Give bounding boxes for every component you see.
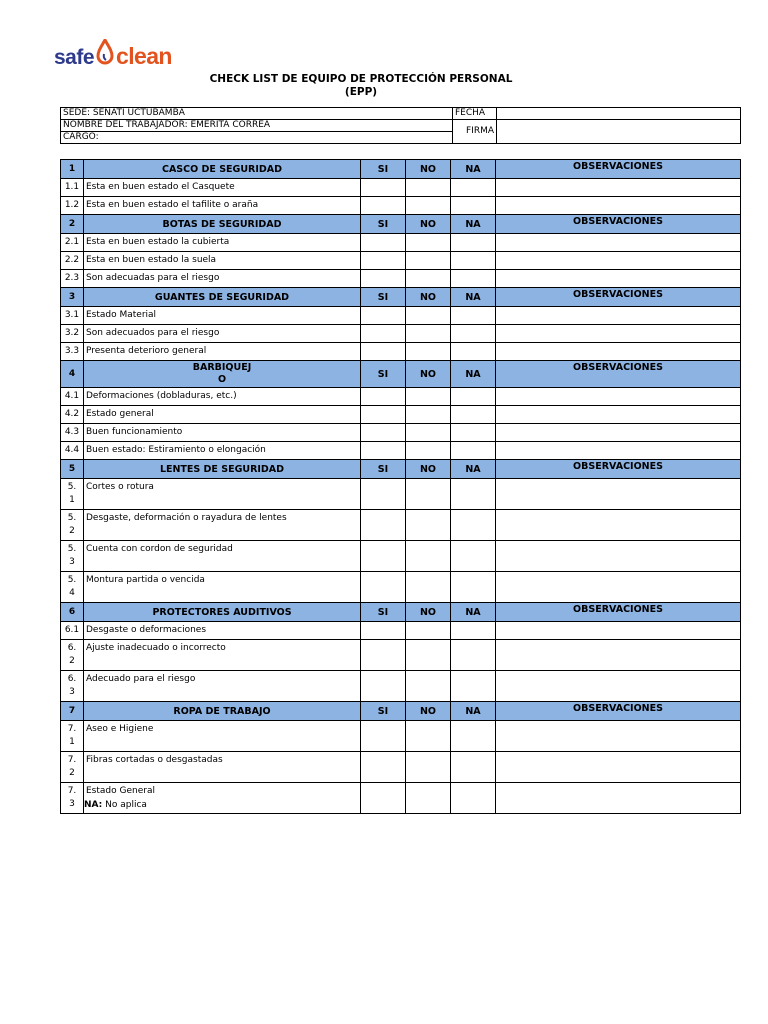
si-header: SI — [361, 288, 406, 307]
checklist-table — [60, 159, 741, 814]
na-cell[interactable] — [451, 325, 496, 343]
checklist-item-row — [61, 479, 741, 510]
na-cell[interactable] — [451, 442, 496, 460]
item-description: Adecuado para el riesgo — [84, 671, 361, 702]
item-number: 2.1 — [61, 234, 84, 252]
si-header: SI — [361, 702, 406, 721]
section-number: 4 — [61, 361, 84, 388]
observaciones-header: OBSERVACIONES — [496, 702, 741, 721]
item-number: 4.3 — [61, 424, 84, 442]
na-header: NA — [451, 702, 496, 721]
no-cell[interactable] — [406, 622, 451, 640]
si-cell[interactable] — [361, 252, 406, 270]
na-cell[interactable] — [451, 252, 496, 270]
item-number-line1: 5. — [67, 575, 77, 585]
na-cell[interactable] — [451, 343, 496, 361]
item-number: 6.1 — [61, 622, 84, 640]
footnote-label: NA: — [84, 800, 103, 810]
logo-word-safe: safe — [54, 46, 95, 69]
si-cell[interactable] — [361, 270, 406, 288]
item-number — [61, 721, 84, 752]
section-title: LENTES DE SEGURIDAD — [84, 460, 361, 479]
item-number — [61, 783, 84, 814]
item-number — [61, 671, 84, 702]
na-cell[interactable] — [451, 572, 496, 603]
item-description: Ajuste inadecuado o incorrecto — [84, 640, 361, 671]
section-number: 6 — [61, 603, 84, 622]
si-cell[interactable] — [361, 510, 406, 541]
section-title-line1: BARBIQUEJ — [192, 362, 252, 373]
section-header-row — [61, 460, 741, 479]
document-title: CHECK LIST DE EQUIPO DE PROTECCIÓN PERSONAL — [209, 73, 513, 85]
observaciones-header: OBSERVACIONES — [496, 160, 741, 179]
safeclean-logo — [54, 26, 172, 68]
na-cell[interactable] — [451, 270, 496, 288]
checklist-item-row — [61, 179, 741, 197]
observaciones-cell[interactable] — [496, 752, 741, 783]
checklist-item-row — [61, 622, 741, 640]
item-number-line1: 6. — [67, 674, 77, 684]
section-number: 7 — [61, 702, 84, 721]
item-number-line2: 3 — [69, 557, 75, 567]
na-cell[interactable] — [451, 510, 496, 541]
item-description: Esta en buen estado el tafilite o araña — [84, 197, 361, 215]
observaciones-header: OBSERVACIONES — [496, 288, 741, 307]
si-cell[interactable] — [361, 325, 406, 343]
item-number: 4.2 — [61, 406, 84, 424]
item-number-line2: 3 — [69, 687, 75, 697]
checklist-item-row — [61, 307, 741, 325]
section-header-row — [61, 288, 741, 307]
no-cell[interactable] — [406, 783, 451, 814]
item-description: Cortes o rotura — [84, 479, 361, 510]
item-number: 3.1 — [61, 307, 84, 325]
observaciones-cell[interactable] — [496, 783, 741, 814]
document-subtitle: (EPP) — [344, 86, 378, 98]
na-header: NA — [451, 603, 496, 622]
item-description: Estado general — [84, 406, 361, 424]
si-cell[interactable] — [361, 721, 406, 752]
observaciones-cell[interactable] — [496, 406, 741, 424]
section-number: 2 — [61, 215, 84, 234]
observaciones-cell[interactable] — [496, 252, 741, 270]
item-number: 4.1 — [61, 388, 84, 406]
checklist-item-row — [61, 541, 741, 572]
item-description: Aseo e Higiene — [84, 721, 361, 752]
item-number-line1: 6. — [67, 643, 77, 653]
checklist-item-row — [61, 406, 741, 424]
observaciones-cell[interactable] — [496, 640, 741, 671]
no-cell[interactable] — [406, 721, 451, 752]
si-cell[interactable] — [361, 197, 406, 215]
checklist-item-row — [61, 640, 741, 671]
worker-name-field: NOMBRE DEL TRABAJADOR: EMERITA CORREA — [61, 120, 453, 132]
item-number — [61, 479, 84, 510]
na-cell[interactable] — [451, 197, 496, 215]
na-cell[interactable] — [451, 234, 496, 252]
no-cell[interactable] — [406, 325, 451, 343]
observaciones-cell[interactable] — [496, 622, 741, 640]
checklist-item-row — [61, 424, 741, 442]
na-cell[interactable] — [451, 424, 496, 442]
item-number-line1: 7. — [67, 786, 77, 796]
observaciones-cell[interactable] — [496, 479, 741, 510]
section-header-row — [61, 603, 741, 622]
footnote-text: No aplica — [102, 800, 147, 810]
na-cell[interactable] — [451, 406, 496, 424]
checklist-item-row — [61, 442, 741, 460]
no-header: NO — [406, 460, 451, 479]
item-number-line2: 2 — [69, 526, 75, 536]
no-cell[interactable] — [406, 671, 451, 702]
checklist-item-row — [61, 752, 741, 783]
no-header: NO — [406, 361, 451, 388]
item-number — [61, 510, 84, 541]
no-header: NO — [406, 702, 451, 721]
checklist-item-row — [61, 234, 741, 252]
item-number-line1: 5. — [67, 544, 77, 554]
item-description: Deformaciones (dobladuras, etc.) — [84, 388, 361, 406]
na-cell[interactable] — [451, 388, 496, 406]
observaciones-cell[interactable] — [496, 307, 741, 325]
fecha-label: FECHA — [453, 108, 497, 120]
section-title — [84, 361, 361, 388]
si-cell[interactable] — [361, 640, 406, 671]
no-cell[interactable] — [406, 442, 451, 460]
checklist-item-row — [61, 510, 741, 541]
checklist-item-row — [61, 783, 741, 814]
no-cell[interactable] — [406, 270, 451, 288]
item-number-line2: 1 — [69, 737, 75, 747]
item-description: Cuenta con cordon de seguridad — [84, 541, 361, 572]
item-number: 3.2 — [61, 325, 84, 343]
observaciones-cell[interactable] — [496, 343, 741, 361]
si-cell[interactable] — [361, 479, 406, 510]
no-cell[interactable] — [406, 510, 451, 541]
no-cell[interactable] — [406, 343, 451, 361]
observaciones-cell[interactable] — [496, 442, 741, 460]
observaciones-cell[interactable] — [496, 179, 741, 197]
item-number: 1.1 — [61, 179, 84, 197]
firma-label: FIRMA — [453, 120, 497, 144]
item-description: Buen estado: Estiramiento o elongación — [84, 442, 361, 460]
na-header: NA — [451, 160, 496, 179]
checklist-item-row — [61, 572, 741, 603]
cargo-field: CARGO: — [61, 132, 453, 144]
si-cell[interactable] — [361, 752, 406, 783]
observaciones-header: OBSERVACIONES — [496, 603, 741, 622]
firma-value[interactable] — [497, 120, 741, 144]
item-number — [61, 572, 84, 603]
item-number — [61, 640, 84, 671]
observaciones-cell[interactable] — [496, 325, 741, 343]
item-number-line2: 4 — [69, 588, 75, 598]
observaciones-header: OBSERVACIONES — [496, 361, 741, 388]
checklist-item-row — [61, 325, 741, 343]
si-cell[interactable] — [361, 406, 406, 424]
observaciones-cell[interactable] — [496, 541, 741, 572]
section-title: BOTAS DE SEGURIDAD — [84, 215, 361, 234]
si-cell[interactable] — [361, 541, 406, 572]
checklist-item-row — [61, 388, 741, 406]
si-header: SI — [361, 215, 406, 234]
no-cell[interactable] — [406, 388, 451, 406]
section-header-row — [61, 702, 741, 721]
item-number — [61, 752, 84, 783]
observaciones-cell[interactable] — [496, 197, 741, 215]
item-description: Esta en buen estado el Casquete — [84, 179, 361, 197]
item-number: 3.3 — [61, 343, 84, 361]
si-cell[interactable] — [361, 343, 406, 361]
footnote — [84, 800, 147, 810]
checklist-item-row — [61, 343, 741, 361]
na-cell[interactable] — [451, 752, 496, 783]
si-cell[interactable] — [361, 671, 406, 702]
observaciones-cell[interactable] — [496, 510, 741, 541]
si-cell[interactable] — [361, 572, 406, 603]
no-cell[interactable] — [406, 640, 451, 671]
checklist-item-row — [61, 721, 741, 752]
si-cell[interactable] — [361, 622, 406, 640]
na-cell[interactable] — [451, 479, 496, 510]
item-description: Presenta deterioro general — [84, 343, 361, 361]
item-description: Estado General — [84, 783, 361, 814]
no-cell[interactable] — [406, 541, 451, 572]
no-cell[interactable] — [406, 179, 451, 197]
na-cell[interactable] — [451, 179, 496, 197]
section-header-row — [61, 215, 741, 234]
item-number: 2.3 — [61, 270, 84, 288]
si-cell[interactable] — [361, 783, 406, 814]
item-description: Montura partida o vencida — [84, 572, 361, 603]
section-title: PROTECTORES AUDITIVOS — [84, 603, 361, 622]
observaciones-header: OBSERVACIONES — [496, 460, 741, 479]
item-description: Desgaste o deformaciones — [84, 622, 361, 640]
checklist-item-row — [61, 197, 741, 215]
no-cell[interactable] — [406, 572, 451, 603]
observaciones-cell[interactable] — [496, 234, 741, 252]
si-cell[interactable] — [361, 234, 406, 252]
fecha-value[interactable] — [497, 108, 741, 120]
item-description: Son adecuadas para el riesgo — [84, 270, 361, 288]
si-header: SI — [361, 603, 406, 622]
section-title: GUANTES DE SEGURIDAD — [84, 288, 361, 307]
si-header: SI — [361, 460, 406, 479]
section-title: CASCO DE SEGURIDAD — [84, 160, 361, 179]
checklist-item-row — [61, 252, 741, 270]
observaciones-cell[interactable] — [496, 572, 741, 603]
na-header: NA — [451, 361, 496, 388]
si-cell[interactable] — [361, 307, 406, 325]
observaciones-cell[interactable] — [496, 270, 741, 288]
no-cell[interactable] — [406, 479, 451, 510]
na-header: NA — [451, 460, 496, 479]
na-header: NA — [451, 288, 496, 307]
na-cell[interactable] — [451, 307, 496, 325]
si-cell[interactable] — [361, 179, 406, 197]
no-cell[interactable] — [406, 252, 451, 270]
no-cell[interactable] — [406, 406, 451, 424]
item-number: 1.2 — [61, 197, 84, 215]
si-cell[interactable] — [361, 388, 406, 406]
item-number-line2: 3 — [69, 799, 75, 809]
no-cell[interactable] — [406, 424, 451, 442]
item-number-line1: 7. — [67, 755, 77, 765]
observaciones-cell[interactable] — [496, 671, 741, 702]
checklist-item-row — [61, 671, 741, 702]
item-description: Esta en buen estado la cubierta — [84, 234, 361, 252]
item-number-line1: 7. — [67, 724, 77, 734]
logo-word-clean: clean — [116, 43, 172, 69]
observaciones-cell[interactable] — [496, 424, 741, 442]
section-number: 3 — [61, 288, 84, 307]
section-title: ROPA DE TRABAJO — [84, 702, 361, 721]
na-cell[interactable] — [451, 541, 496, 572]
na-header: NA — [451, 215, 496, 234]
item-description: Esta en buen estado la suela — [84, 252, 361, 270]
item-number-line2: 2 — [69, 768, 75, 778]
na-cell[interactable] — [451, 640, 496, 671]
section-title-line2: O — [217, 374, 227, 385]
section-number: 1 — [61, 160, 84, 179]
no-cell[interactable] — [406, 234, 451, 252]
item-number-line2: 1 — [69, 495, 75, 505]
section-number: 5 — [61, 460, 84, 479]
item-number-line1: 5. — [67, 482, 77, 492]
si-cell[interactable] — [361, 442, 406, 460]
no-header: NO — [406, 215, 451, 234]
na-cell[interactable] — [451, 783, 496, 814]
no-cell[interactable] — [406, 197, 451, 215]
item-description: Fibras cortadas o desgastadas — [84, 752, 361, 783]
item-number-line1: 5. — [67, 513, 77, 523]
no-header: NO — [406, 603, 451, 622]
item-description: Son adecuados para el riesgo — [84, 325, 361, 343]
item-description: Estado Material — [84, 307, 361, 325]
na-cell[interactable] — [451, 622, 496, 640]
section-header-row — [61, 361, 741, 388]
no-header: NO — [406, 160, 451, 179]
no-cell[interactable] — [406, 307, 451, 325]
item-number-line2: 2 — [69, 656, 75, 666]
si-header: SI — [361, 160, 406, 179]
observaciones-header: OBSERVACIONES — [496, 215, 741, 234]
checklist-item-row — [61, 270, 741, 288]
observaciones-cell[interactable] — [496, 721, 741, 752]
section-header-row — [61, 160, 741, 179]
checklist-body — [61, 160, 741, 814]
observaciones-cell[interactable] — [496, 388, 741, 406]
item-description: Buen funcionamiento — [84, 424, 361, 442]
sede-field: SEDE: SENATI UCTUBAMBA — [61, 108, 453, 120]
si-cell[interactable] — [361, 424, 406, 442]
na-cell[interactable] — [451, 721, 496, 752]
no-header: NO — [406, 288, 451, 307]
na-cell[interactable] — [451, 671, 496, 702]
item-number: 4.4 — [61, 442, 84, 460]
drop-icon — [95, 39, 115, 67]
no-cell[interactable] — [406, 752, 451, 783]
item-number: 2.2 — [61, 252, 84, 270]
info-table — [60, 107, 741, 144]
si-header: SI — [361, 361, 406, 388]
item-number — [61, 541, 84, 572]
item-description: Desgaste, deformación o rayadura de lentes — [84, 510, 361, 541]
